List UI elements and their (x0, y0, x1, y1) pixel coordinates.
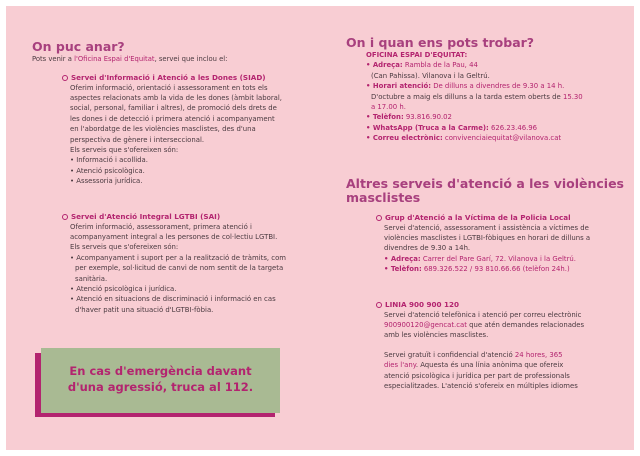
circle-bullet-icon (376, 215, 382, 221)
phone-link[interactable]: 93.816.90.02 (405, 113, 452, 122)
address-row: • Adreça: Rambla de la Pau, 44 (366, 61, 478, 70)
list-item: • Atenció psicològica. (70, 166, 145, 175)
whatsapp-link[interactable]: 626.23.46.96 (491, 123, 538, 132)
list-item: • Atenció en situacions de discriminació i informació en cas d'haver patit una situació d'LGTBI-fòbia. (70, 295, 276, 314)
grup-section: Grup d'Atenció a la Víctima de la Policia Local Servei d'atenció, assessorament i assistència a víctimes de violències masclistes i LGTBI-fòbiques en horari de dilluns a divendres de 9.30 a 14h. • Adreça: Carrer del Pare Garí, 72. Vilanova i la Geltrú. • Telèfon: 689.326.522 / 93 810.66.66 (telèfon 24h.) (376, 213, 628, 275)
other-services-title: Altres serveis d'atenció a les violències masclistes (346, 176, 624, 205)
emergency-callout (35, 348, 280, 420)
phone-row: • Telèfon: 93.816.90.02 (366, 113, 452, 122)
linia-section: LINIA 900 900 120 Servei d'atenció telefònica i atenció per correu electrònic 900900120@gencat.cat que atén demandes relacionades amb les violències masclistes. Servei gratuït i confidencial d'atenció 24 hores, 365 dies l'any. Aquesta és una línia anònima que ofereix atenció psicològica i jurídica per part de professionals especialitzades. L'atenció s'ofereix en múltiples idiomes (376, 300, 628, 391)
siad-title: Servei d'Informació i Atenció a les Dones (SIAD) (62, 73, 312, 83)
office-name: OFICINA ESPAI D'EQUITAT: (366, 51, 468, 59)
email-link[interactable]: convivenciaiequitat@vilanova.cat (444, 134, 562, 143)
list-item: • Acompanyament i suport per a la realització de tràmits, com per exemple, sol·licitud de canvi de nom sentit de la targeta sanitària. (70, 253, 287, 283)
emergency-box: En cas d'emergència davant d'una agressió, truca al 112. (41, 348, 280, 413)
sai-body: Oferim informació, assessorament, primera atenció i acompanyament integral a les persones de col·lectiu LGTBI. Els serveis que s'ofereixen són: • Acompanyament i suport per a la realització de tràmits, com per exemple, sol·licitud de canvi de nom sentit de la targeta sanitària. • Atenció psicològica i jurídica. • Atenció en situacions de discriminació i informació en cas d'haver patit una situació d'LGTBI-fòbia. (62, 222, 322, 316)
sai-section (62, 212, 322, 315)
office-contact: OFICINA ESPAI D'EQUITAT: • Adreça: Rambla de la Pau, 44 (Can Pahissa). Vilanova i la Geltrú. • Horari atenció: De dilluns a divendres de 9.30 a 14 h. D'octubre a maig els dilluns a la tarda estem oberts de 15.30 a 17.00 h. • Telèfon: 93.816.90.02 • WhatsApp (Truca a la Carme): 626.23.46.96 • Correu electrònic: convivenciaiequitat@vilanova.cat (366, 50, 628, 144)
list-item: • Assessoria jurídica. (70, 177, 143, 186)
siad-body: Oferim informació, orientació i assessorament en tots els aspectes relacionats amb la vida de les dones (àmbit laboral, social, personal, familiar i altres), de promoció dels drets de les dones i de detecció i primera atenció i acompanyament en l'abordatge de les violències masclistes, des d'una perspectiva de gènere i interseccional. Els serveis que s'ofereixen són: • Informació i acollida. • Atenció psicològica. • Assessoria jurídica. (62, 83, 312, 187)
linia-title: LINIA 900 900 120 (376, 300, 628, 310)
grup-phone: • Telèfon: 689.326.522 / 93 810.66.66 (telèfon 24h.) (384, 265, 570, 274)
circle-bullet-icon (62, 75, 68, 81)
grup-title: Grup d'Atenció a la Víctima de la Policia Local (376, 213, 628, 223)
whatsapp-row: • WhatsApp (Truca a la Carme): 626.23.46.96 (366, 123, 538, 132)
list-item: • Informació i acollida. (70, 156, 148, 165)
sai-title: Servei d'Atenció Integral LGTBI (SAI) (62, 212, 322, 222)
list-item: • Atenció psicològica i jurídica. (70, 284, 177, 293)
when-title: On i quan ens pots trobar? (346, 35, 535, 50)
siad-section (62, 73, 312, 187)
office-link: l'Oficina Espai d'Equitat (74, 55, 155, 63)
circle-bullet-icon (62, 214, 68, 220)
where-title: On puc anar? (32, 39, 125, 54)
intro-text: Pots venir a l'Oficina Espai d'Equitat, servei que inclou el: (32, 55, 228, 63)
brochure-page (6, 6, 634, 450)
email-row: • Correu electrònic: convivenciaiequitat@vilanova.cat (366, 134, 562, 143)
linia-email-link[interactable]: 900900120@gencat.cat (384, 320, 467, 329)
circle-bullet-icon (376, 302, 382, 308)
grup-address: • Adreça: Carrer del Pare Garí, 72. Vilanova i la Geltrú. (384, 254, 576, 263)
hours-row: • Horari atenció: De dilluns a divendres de 9.30 a 14 h. (366, 82, 565, 91)
